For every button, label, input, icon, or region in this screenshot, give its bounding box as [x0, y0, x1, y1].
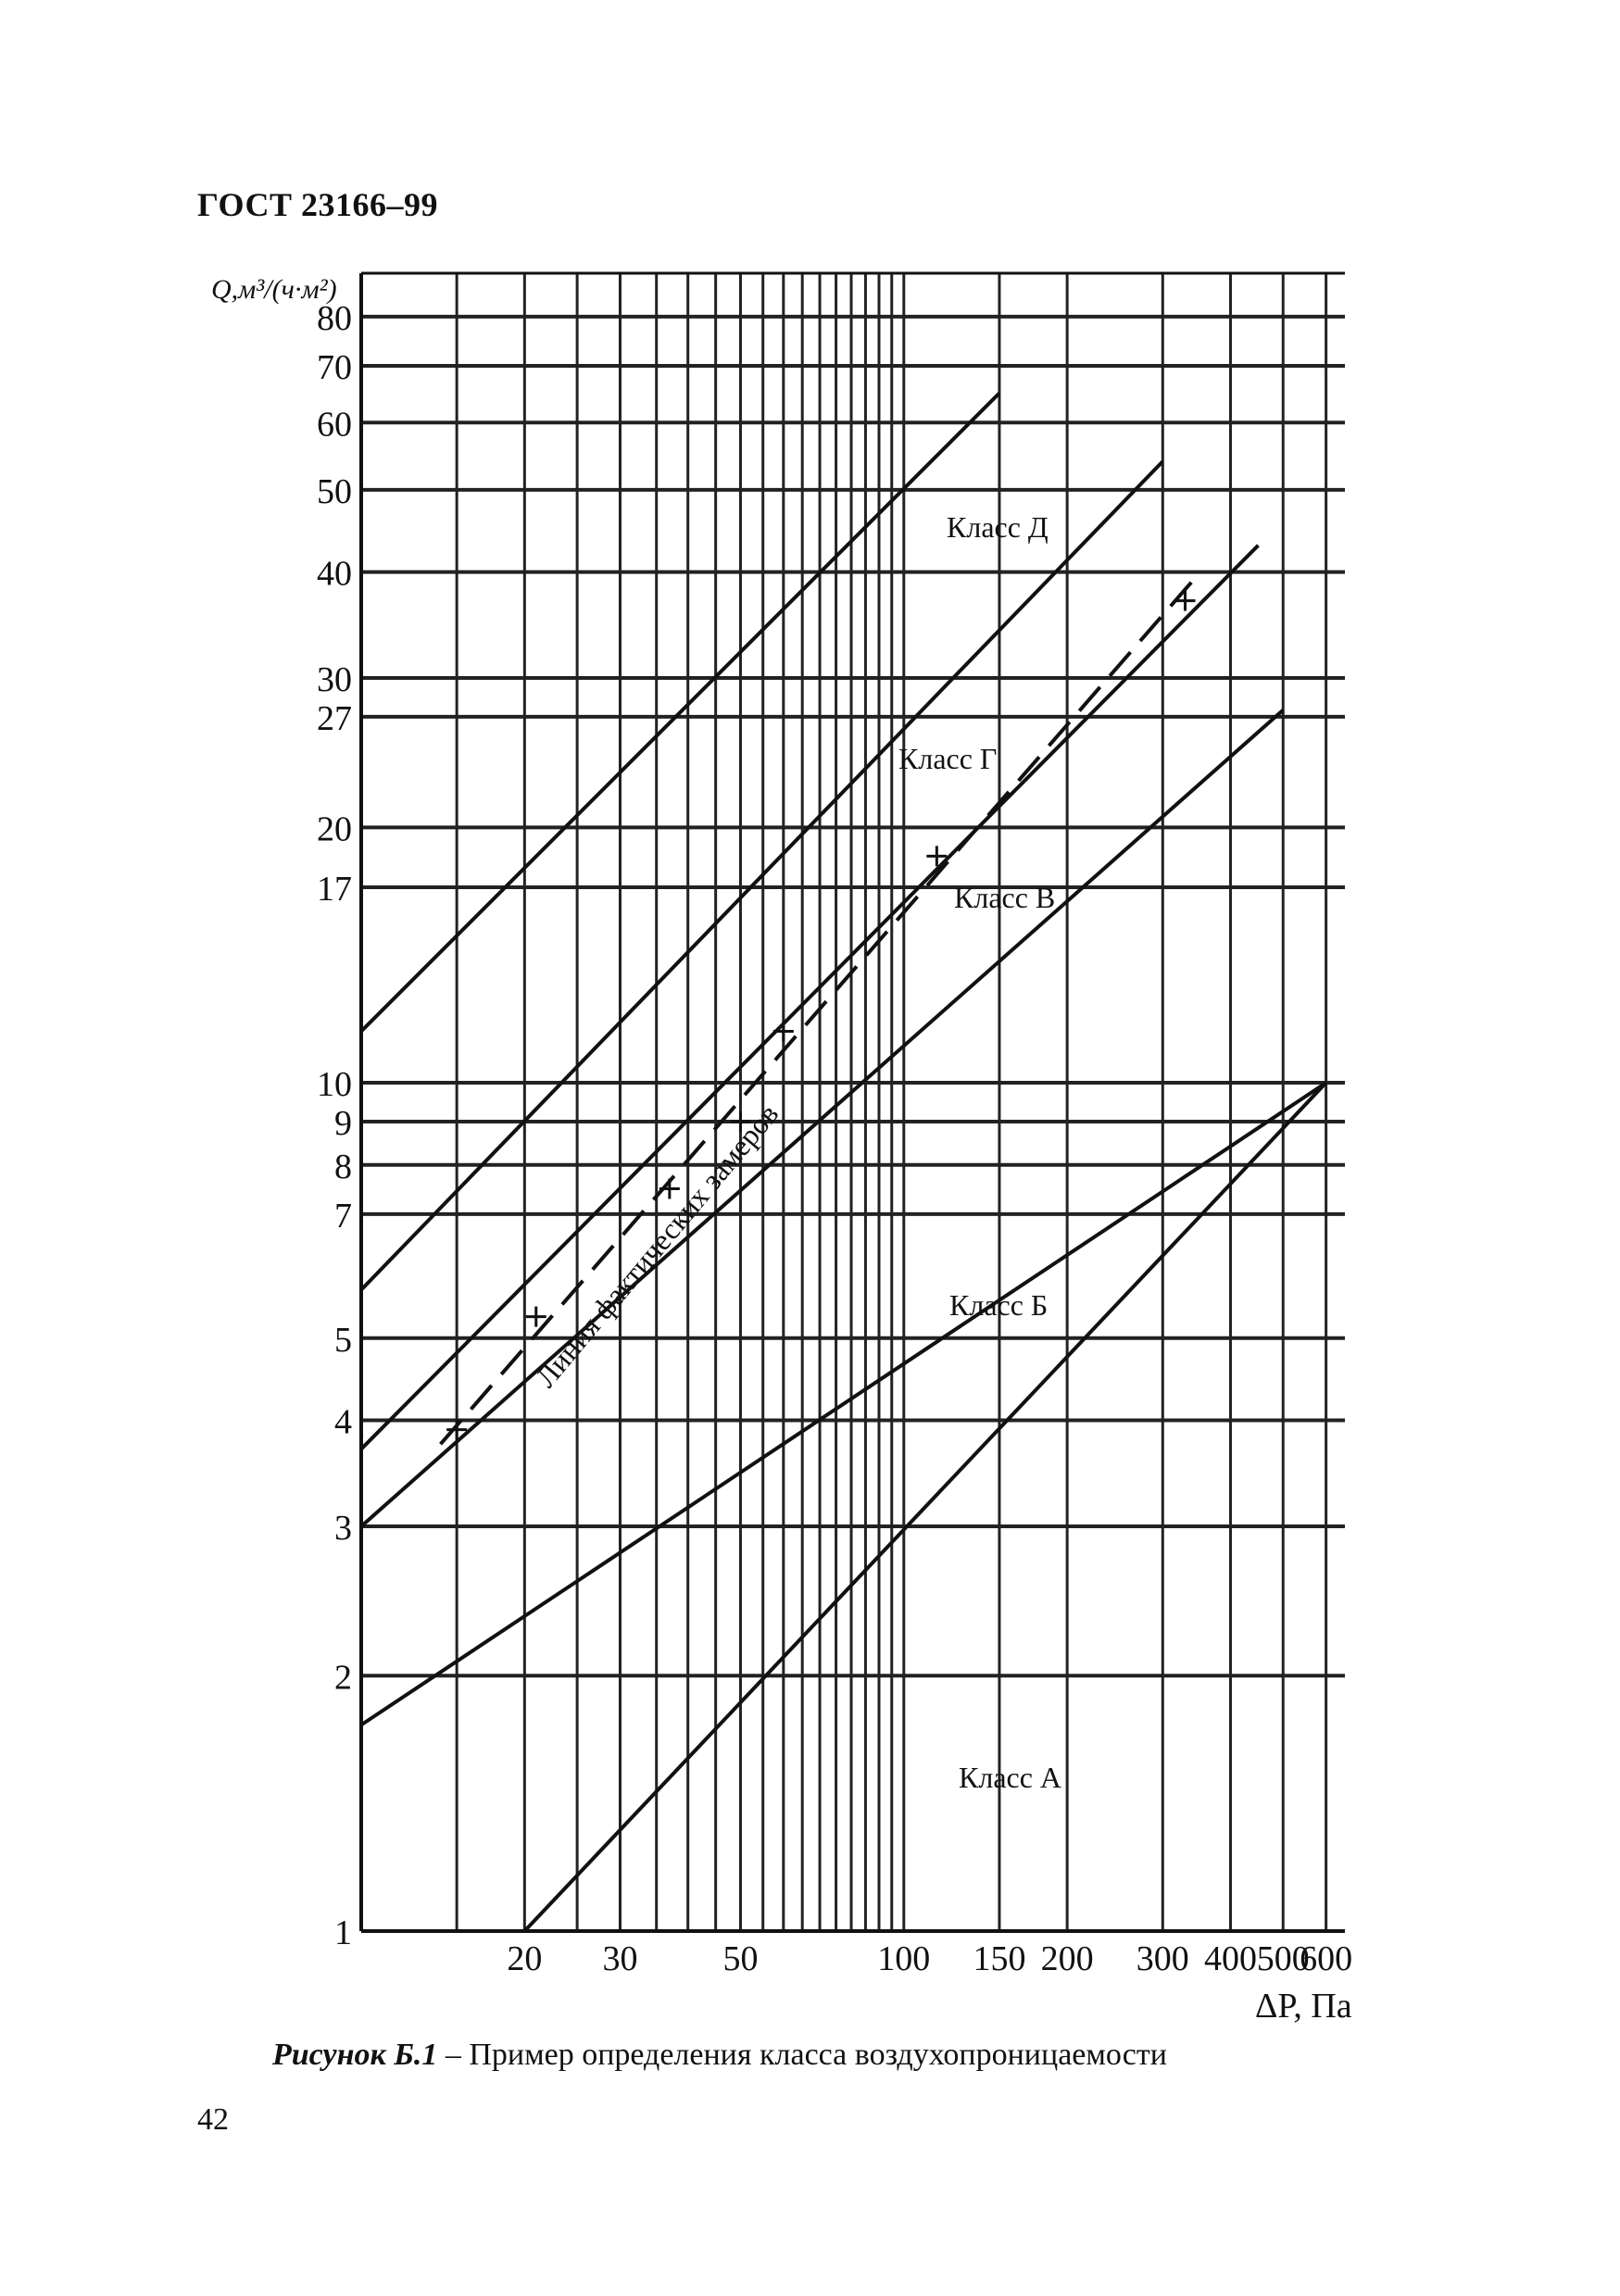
document-header: ГОСТ 23166–99 — [197, 186, 438, 223]
y-tick-label: 80 — [317, 298, 352, 338]
x-tick-label: 300 — [1136, 1939, 1189, 1978]
measured-line — [441, 582, 1196, 1445]
grid-lines — [361, 273, 1345, 1931]
y-tick-label: 2 — [334, 1658, 352, 1698]
class-boundary-line — [361, 710, 1283, 1526]
class-boundary-line — [524, 1083, 1325, 1931]
measured-line-label: Линия фактических замеров — [528, 1097, 785, 1394]
y-tick-label: 8 — [334, 1147, 352, 1186]
chart-axes — [317, 273, 1352, 1978]
measured-dashed-line — [441, 582, 1193, 1445]
y-tick-label: 17 — [317, 869, 352, 909]
measurement-point — [1175, 591, 1196, 611]
x-tick-label: 400 — [1203, 1939, 1257, 1978]
class-boundary-line — [361, 1083, 1326, 1725]
chart-labels — [211, 274, 1352, 2026]
y-tick-label: 4 — [334, 1402, 352, 1442]
x-tick-label: 30 — [602, 1939, 638, 1978]
x-tick-label: 20 — [507, 1939, 543, 1978]
class-boundary-line — [361, 546, 1258, 1449]
class-label-v: Класс В — [954, 881, 1056, 914]
x-tick-label: 600 — [1300, 1939, 1353, 1978]
x-tick-label: 200 — [1040, 1939, 1094, 1978]
x-tick-label: 500 — [1256, 1939, 1310, 1978]
x-tick-label: 100 — [877, 1939, 931, 1978]
y-tick-label: 50 — [317, 471, 352, 511]
page-number: 42 — [197, 2102, 229, 2137]
class-label-g: Класс Г — [898, 742, 998, 775]
figure-caption — [272, 2038, 1167, 2073]
y-tick-label: 1 — [334, 1913, 352, 1952]
class-label-a: Класс А — [959, 1761, 1062, 1794]
y-tick-label: 3 — [334, 1508, 352, 1548]
y-tick-label: 10 — [317, 1065, 352, 1105]
y-tick-label: 40 — [317, 554, 352, 594]
y-tick-label: 20 — [317, 809, 352, 849]
class-label-b: Класс Б — [949, 1288, 1049, 1322]
measurement-point — [773, 1021, 794, 1041]
y-tick-label: 30 — [317, 660, 352, 700]
y-tick-label: 9 — [334, 1103, 352, 1143]
x-tick-label: 150 — [973, 1939, 1026, 1978]
y-tick-label: 5 — [334, 1320, 352, 1360]
x-axis-label: ΔP, Па — [1255, 1987, 1352, 2026]
y-tick-label: 27 — [317, 698, 352, 738]
y-tick-label: 7 — [334, 1196, 352, 1236]
y-tick-label: 70 — [317, 347, 352, 387]
x-tick-label: 50 — [722, 1939, 759, 1978]
caption-separator: – — [437, 2038, 470, 2072]
class-label-d: Класс Д — [947, 510, 1049, 544]
y-axis-label: Q,м³/(ч·м²) — [211, 274, 337, 305]
caption-text: Пример определения класса воздухопроницаемости — [469, 2038, 1167, 2072]
class-boundary-lines — [361, 393, 1326, 1931]
y-tick-label: 60 — [317, 405, 352, 445]
caption-label: Рисунок Б.1 — [272, 2038, 438, 2072]
